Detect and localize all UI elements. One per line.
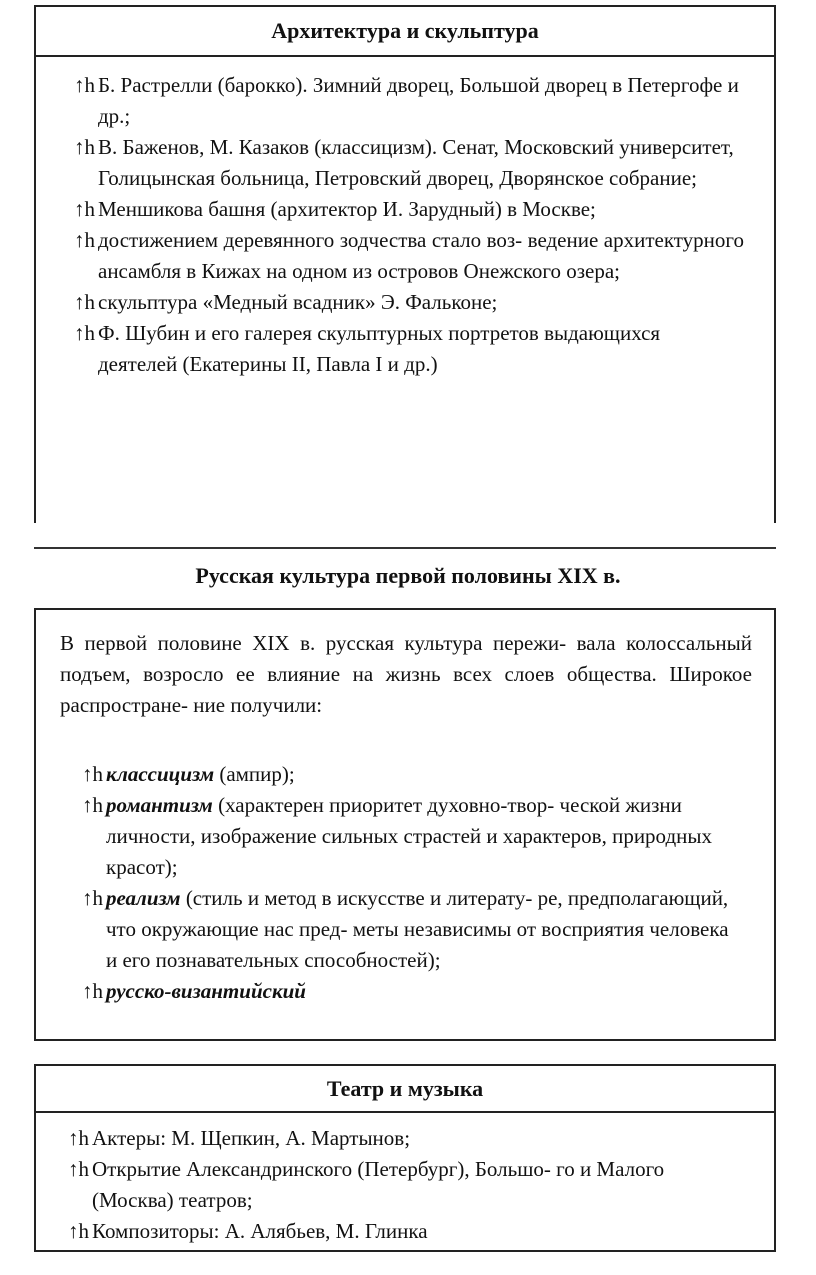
bullet-arrow-icon: ↑h [74, 73, 95, 97]
style-name: романтизм [106, 793, 213, 817]
list-item: ↑h достижением деревянного зодчества стало воз- ведение архитектурного ансамбля в Кижах на одном из островов Онежского озера; [66, 225, 744, 287]
theatre-music-heading: Театр и музыка [36, 1066, 774, 1113]
architecture-sculpture-list [36, 57, 774, 380]
list-item: ↑h Актеры: М. Щепкин, А. Мартынов; [60, 1123, 748, 1154]
list-item: ↑h В. Баженов, М. Казаков (классицизм). Сенат, Московский университет, Голицынская больница, Петровский дворец, Дворянское собрание; [66, 132, 744, 194]
bullet-arrow-icon: ↑h [82, 793, 103, 817]
bullet-arrow-icon: ↑h [82, 762, 103, 786]
bullet-arrow-icon: ↑h [82, 886, 103, 910]
list-item: ↑h романтизм (характерен приоритет духовно-твор- ческой жизни личности, изображение сильных страстей и характеров, природных красот); [74, 790, 744, 883]
list-item: ↑h Композиторы: А. Алябьев, М. Глинка [60, 1216, 748, 1247]
art-styles-list [36, 721, 774, 1007]
style-name: реализм [106, 886, 181, 910]
bullet-arrow-icon: ↑h [82, 979, 103, 1003]
list-item: ↑h реализм (стиль и метод в искусстве и литерату- ре, предполагающий, что окружающие нас пред- меты независимы от восприятия человека и его познавательных способностей); [74, 883, 744, 976]
theatre-music-list [36, 1113, 774, 1247]
list-item: ↑h Открытие Александринского (Петербург), Большо- го и Малого (Москва) театров; [60, 1154, 748, 1216]
list-item: ↑h классицизм (ампир); [74, 759, 744, 790]
list-item: ↑h Ф. Шубин и его галерея скульптурных портретов выдающихся деятелей (Екатерины II, Павла I и др.) [66, 318, 744, 380]
bullet-arrow-icon: ↑h [68, 1157, 89, 1181]
bullet-arrow-icon: ↑h [68, 1126, 89, 1150]
bullet-arrow-icon: ↑h [74, 197, 95, 221]
bullet-arrow-icon: ↑h [74, 135, 95, 159]
architecture-sculpture-box [34, 5, 776, 523]
style-name: классицизм [106, 762, 215, 786]
architecture-sculpture-heading: Архитектура и скульптура [36, 7, 774, 57]
russian-culture-heading: Русская культура первой половины XIX в. [195, 563, 621, 588]
bullet-arrow-icon: ↑h [74, 228, 95, 252]
theatre-music-box [34, 1064, 776, 1252]
list-item: ↑h Б. Растрелли (барокко). Зимний дворец, Большой дворец в Петергофе и др.; [66, 70, 744, 132]
russian-culture-intro: В первой половине XIX в. русская культура пережи- вала колоссальный подъем, возросло ее влияние на жизнь всех слоев общества. Широкое распростране- ние получили: [60, 631, 752, 717]
bullet-arrow-icon: ↑h [74, 290, 95, 314]
bullet-arrow-icon: ↑h [74, 321, 95, 345]
list-item: ↑h Меншикова башня (архитектор И. Зарудный) в Москве; [66, 194, 744, 225]
list-item: ↑h скульптура «Медный всадник» Э. Фальконе; [66, 287, 744, 318]
russian-culture-box [34, 608, 776, 1041]
section-divider [34, 547, 776, 549]
style-name: русско-византийский [106, 979, 306, 1003]
list-item [74, 976, 744, 1007]
bullet-arrow-icon: ↑h [68, 1219, 89, 1243]
